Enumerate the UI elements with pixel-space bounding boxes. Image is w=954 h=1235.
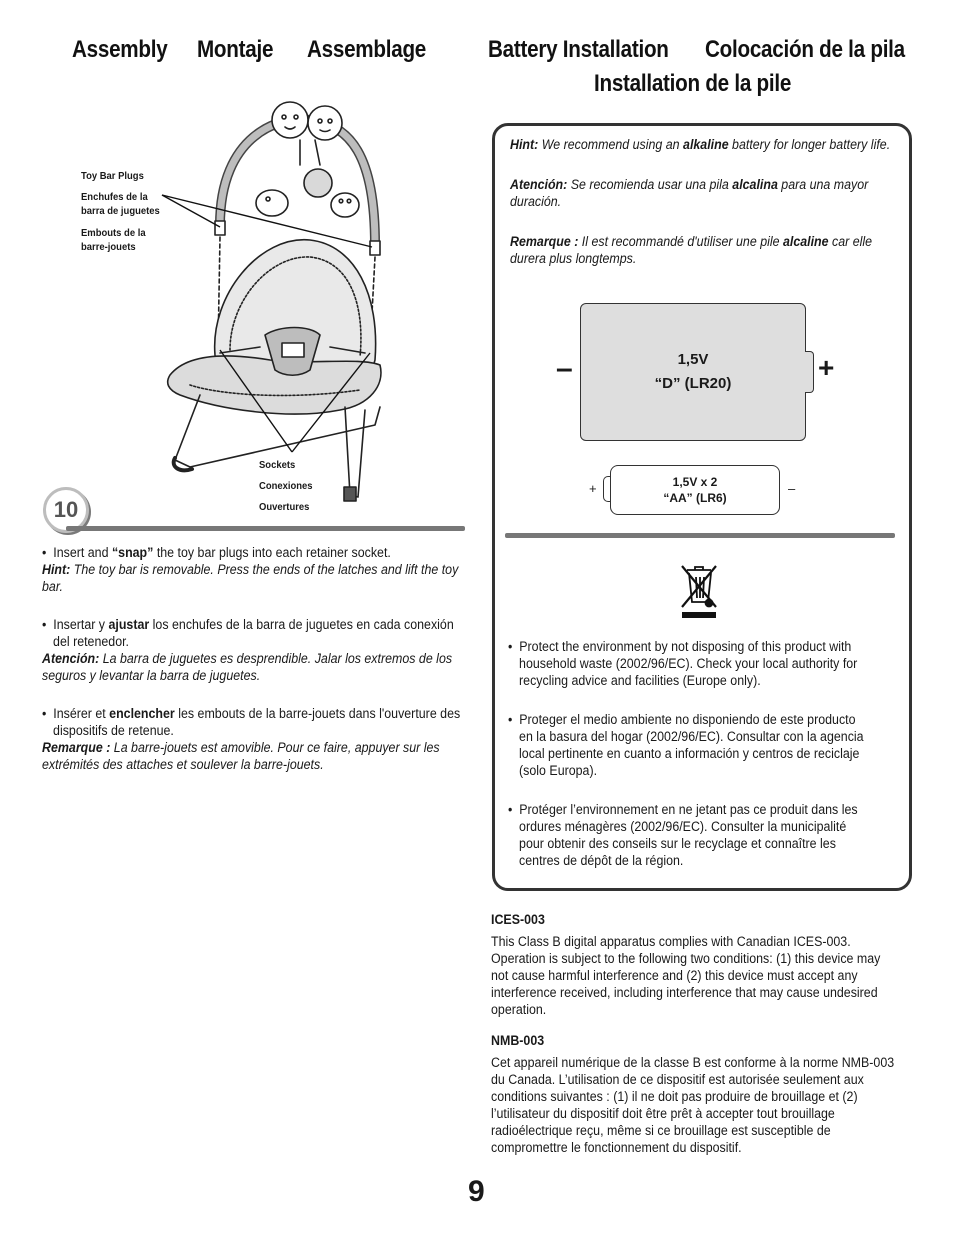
nmb-title: NMB-003 [491, 1033, 545, 1048]
hint-fr: Remarque : La barre-jouets est amovible. Pour ce faire, appuyer sur les extrémités des attaches et soulever la barre-jouets. [42, 740, 440, 772]
aa-battery-plus-sign: + [589, 481, 597, 496]
d-battery-voltage: 1,5V [677, 351, 709, 368]
d-battery-terminal [805, 351, 814, 393]
environment-notice-fr: • Protéger l’environnement en ne jetant pas ce produit dans les ordures ménagères (2002/96/EC). Consulter la municipalité pour obtenir des conseils sur le recyclage et connaître les centres de dépôt de la région. [508, 802, 858, 868]
aa-battery-voltage: 1,5V x 2 [672, 475, 718, 489]
ices-title: ICES-003 [491, 912, 545, 927]
heading-assembly-es: Montaje [197, 36, 274, 63]
label-sockets-es: Conexiones [259, 480, 313, 492]
battery-hints [510, 136, 895, 267]
heading-battery-fr: Installation de la pile [594, 70, 792, 97]
aa-battery-type: “AA” (LR6) [663, 491, 727, 505]
environment-notice-es: • Proteger el medio ambiente no disponiendo de este producto en la basura del hogar (2002/96/EC). Consultar con la agencia local pertinente en cuanto a información y centros de reciclaje (solo Europa). [508, 712, 864, 778]
label-toy-bar-plugs-en: Toy Bar Plugs [81, 170, 144, 182]
label-toy-bar-plugs-fr: Embouts de la barre-jouets [81, 227, 146, 253]
page-number: 9 [468, 1175, 485, 1208]
instruction-en: • Insert and “snap” the toy bar plugs into each retainer socket. [42, 545, 391, 560]
heading-assembly-en: Assembly [72, 36, 168, 63]
environment-notices [508, 638, 867, 869]
label-sockets-fr: Ouvertures [259, 501, 310, 513]
heading-battery-en: Battery Installation [488, 36, 669, 63]
d-battery-plus-sign: + [818, 352, 835, 383]
battery-hint-es: Atención: Se recomienda usar una pila alcalina para una mayor duración. [510, 177, 869, 209]
heading-battery-es: Colocación de la pila [705, 36, 905, 63]
label-sockets-en: Sockets [259, 459, 296, 471]
assembly-instructions [42, 544, 461, 773]
environment-notice-en: • Protect the environment by not disposing of this product with household waste (2002/96/EC). Check your local authority for recycling advice and facilities (Europe only). [508, 639, 858, 688]
bouncer-seat-illustration-icon [160, 95, 390, 515]
step-number-badge: 10 [43, 487, 89, 533]
battery-box-divider [505, 533, 895, 538]
d-battery [580, 303, 806, 441]
aa-battery [610, 465, 780, 515]
label-toy-bar-plugs-es: Enchufes de la barra de juguetes [81, 191, 160, 217]
d-battery-minus-sign: – [556, 352, 573, 385]
aa-battery-minus-sign: – [788, 481, 796, 496]
ices-text: This Class B digital apparatus complies with Canadian ICES-003. Operation is subject to the following two conditions: (1) this device may not cause harmful interference and (2) this device must accept any interference received, including interference that may cause undesired operation. [491, 934, 881, 1017]
d-battery-type: “D” (LR20) [654, 375, 732, 392]
battery-hint-en: Hint: We recommend using an alkaline battery for longer battery life. [510, 137, 891, 152]
step-divider [66, 526, 465, 531]
hint-es: Atención: La barra de juguetes es desprendible. Jalar los extremos de los seguros y levantar la barra de juguetes. [42, 651, 453, 683]
crossed-out-wheelie-bin-icon [678, 560, 720, 620]
instruction-fr: • Insérer et enclencher les embouts de la barre-jouets dans l'ouverture des dispositifs de retenue. [42, 706, 461, 738]
instruction-es: • Insertar y ajustar los enchufes de la barra de juguetes en cada conexión del retenedor. [42, 617, 454, 649]
nmb-text: Cet appareil numérique de la classe B est conforme à la norme NMB-003 du Canada. L’utilisation de ce dispositif est autorisée seulement aux conditions suivantes : (1) il ne doit pas produire de brouillage et (2) l’utilisateur du dispositif doit être prêt à accepter tout brouillage radioélectrique reçu, même si ce brouillage est susceptible de compromettre le fonctionnement du dispositif. [491, 1055, 895, 1155]
heading-assembly-fr: Assemblage [307, 36, 427, 63]
hint-en: Hint: The toy bar is removable. Press the ends of the latches and lift the toy bar. [42, 562, 459, 594]
battery-hint-fr: Remarque : Il est recommandé d'utiliser une pile alcaline car elle durera plus longtemps. [510, 234, 873, 266]
